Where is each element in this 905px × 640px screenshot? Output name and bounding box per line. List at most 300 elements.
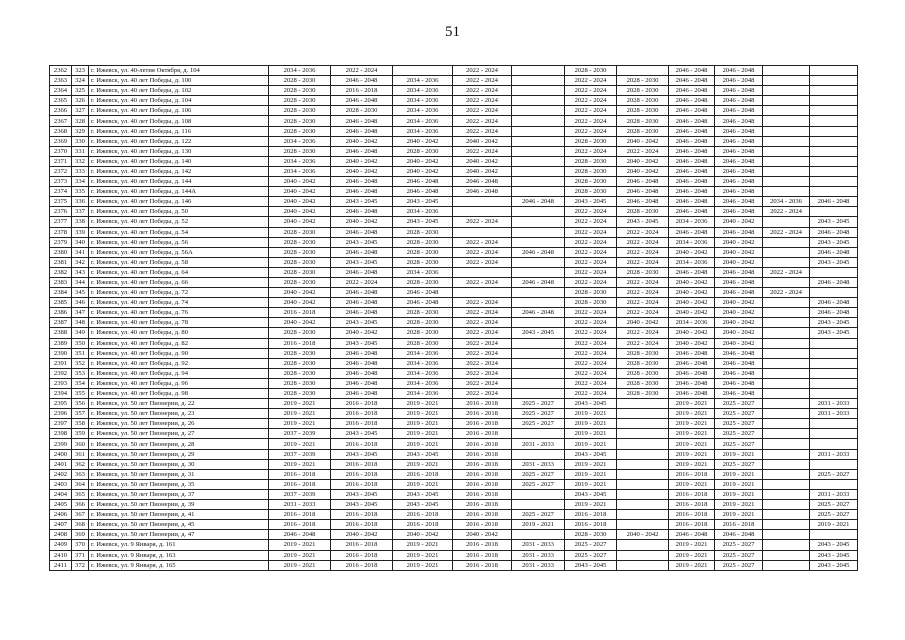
period-cell	[763, 277, 810, 287]
period-cell	[763, 409, 810, 419]
period-cell: 2028 - 2030	[269, 348, 331, 358]
period-cell: 2040 - 2042	[269, 288, 331, 298]
period-cell: 2028 - 2030	[565, 288, 617, 298]
address-cell: г. Ижевск, ул. 40 лет Победы, д. 72	[89, 288, 269, 298]
period-cell: 2046 - 2048	[810, 308, 858, 318]
period-cell: 2019 - 2021	[669, 399, 715, 409]
period-cell: 2025 - 2027	[512, 469, 565, 479]
period-cell: 2040 - 2042	[331, 136, 393, 146]
period-cell: 2046 - 2048	[715, 166, 763, 176]
period-cell: 2046 - 2048	[331, 358, 393, 368]
row-number-cell: 2398	[50, 429, 72, 439]
period-cell: 2016 - 2018	[453, 469, 512, 479]
period-cell: 2043 - 2045	[810, 540, 858, 550]
period-cell: 2028 - 2030	[269, 76, 331, 86]
period-cell	[763, 399, 810, 409]
period-cell	[453, 288, 512, 298]
period-cell: 2043 - 2045	[393, 489, 453, 499]
period-cell: 2019 - 2021	[565, 479, 617, 489]
period-cell: 2046 - 2048	[512, 247, 565, 257]
period-cell: 2028 - 2030	[617, 378, 669, 388]
address-cell: г. Ижевск, ул. 40 лет Победы, д. 122	[89, 136, 269, 146]
period-cell: 2028 - 2030	[269, 126, 331, 136]
item-number-cell: 338	[72, 217, 89, 227]
period-cell: 2040 - 2042	[617, 156, 669, 166]
period-cell	[763, 550, 810, 560]
period-cell: 2028 - 2030	[617, 348, 669, 358]
period-cell: 2019 - 2021	[269, 419, 331, 429]
period-cell: 2040 - 2042	[669, 288, 715, 298]
period-cell: 2019 - 2021	[393, 540, 453, 550]
period-cell: 2022 - 2024	[453, 328, 512, 338]
table-row	[50, 66, 858, 76]
period-cell: 2034 - 2036	[763, 197, 810, 207]
row-number-cell: 2390	[50, 348, 72, 358]
period-cell: 2028 - 2030	[617, 76, 669, 86]
period-cell	[763, 86, 810, 96]
period-cell	[512, 298, 565, 308]
table-row	[50, 469, 858, 479]
period-cell: 2019 - 2021	[393, 479, 453, 489]
row-number-cell: 2364	[50, 86, 72, 96]
item-number-cell: 330	[72, 136, 89, 146]
period-cell: 2022 - 2024	[565, 126, 617, 136]
address-cell: г. Ижевск, ул. 40 лет Победы, д. 80	[89, 328, 269, 338]
row-number-cell: 2394	[50, 389, 72, 399]
period-cell: 2025 - 2027	[810, 500, 858, 510]
address-cell: г. Ижевск, ул. 40 лет Победы, д. 144А	[89, 187, 269, 197]
period-cell: 2028 - 2030	[269, 378, 331, 388]
period-cell: 2034 - 2036	[393, 207, 453, 217]
period-cell	[453, 227, 512, 237]
item-number-cell: 332	[72, 156, 89, 166]
period-cell: 2019 - 2021	[565, 419, 617, 429]
period-cell: 2046 - 2048	[810, 298, 858, 308]
row-number-cell: 2384	[50, 288, 72, 298]
period-cell: 2040 - 2042	[669, 338, 715, 348]
table-row	[50, 247, 858, 257]
page-number: 51	[445, 24, 460, 40]
address-cell: г. Ижевск, ул. 40 лет Победы, д. 66	[89, 277, 269, 287]
period-cell	[453, 267, 512, 277]
period-cell: 2034 - 2036	[393, 96, 453, 106]
period-cell: 2034 - 2036	[393, 116, 453, 126]
period-cell: 2034 - 2036	[393, 378, 453, 388]
address-cell: г. Ижевск, ул. 50 лет Пионерии, д. 27	[89, 429, 269, 439]
address-cell: г. Ижевск, ул. 50 лет Пионерии, д. 30	[89, 459, 269, 469]
period-cell: 2028 - 2030	[269, 247, 331, 257]
period-cell	[763, 217, 810, 227]
address-cell: г. Ижевск, ул. 40 лет Победы, д. 144	[89, 177, 269, 187]
row-number-cell: 2396	[50, 409, 72, 419]
period-cell	[810, 136, 858, 146]
period-cell	[763, 298, 810, 308]
period-cell	[512, 368, 565, 378]
period-cell: 2031 - 2033	[810, 399, 858, 409]
period-cell	[810, 146, 858, 156]
period-cell: 2028 - 2030	[393, 257, 453, 267]
period-cell: 2046 - 2048	[669, 76, 715, 86]
period-cell	[512, 227, 565, 237]
period-cell	[617, 500, 669, 510]
period-cell	[617, 479, 669, 489]
period-cell: 2016 - 2018	[393, 520, 453, 530]
item-number-cell: 355	[72, 389, 89, 399]
row-number-cell: 2376	[50, 207, 72, 217]
row-number-cell: 2399	[50, 439, 72, 449]
period-cell: 2022 - 2024	[565, 308, 617, 318]
address-cell: г. Ижевск, ул. 40 лет Победы, д. 108	[89, 116, 269, 126]
row-number-cell: 2400	[50, 449, 72, 459]
period-cell: 2043 - 2045	[331, 489, 393, 499]
period-cell: 2019 - 2021	[669, 550, 715, 560]
period-cell: 2037 - 2039	[269, 429, 331, 439]
row-number-cell: 2393	[50, 378, 72, 388]
address-cell: г. Ижевск, ул. 40 лет Победы, д. 82	[89, 338, 269, 348]
period-cell	[810, 166, 858, 176]
period-cell	[763, 489, 810, 499]
period-cell: 2028 - 2030	[617, 86, 669, 96]
period-cell: 2019 - 2021	[810, 520, 858, 530]
period-cell	[810, 96, 858, 106]
table-row	[50, 187, 858, 197]
period-cell: 2016 - 2018	[669, 510, 715, 520]
period-cell: 2028 - 2030	[565, 66, 617, 76]
period-cell: 2028 - 2030	[393, 338, 453, 348]
table-row	[50, 318, 858, 328]
period-cell: 2046 - 2048	[715, 530, 763, 540]
table-row	[50, 510, 858, 520]
period-cell	[512, 86, 565, 96]
period-cell: 2025 - 2027	[715, 429, 763, 439]
period-cell	[763, 389, 810, 399]
period-cell: 2019 - 2021	[669, 409, 715, 419]
period-cell	[617, 520, 669, 530]
row-number-cell: 2395	[50, 399, 72, 409]
period-cell: 2022 - 2024	[565, 237, 617, 247]
period-cell	[512, 500, 565, 510]
table-row	[50, 267, 858, 277]
period-cell: 2043 - 2045	[810, 550, 858, 560]
table-row	[50, 520, 858, 530]
item-number-cell: 363	[72, 469, 89, 479]
period-cell: 2022 - 2024	[331, 66, 393, 76]
item-number-cell: 333	[72, 166, 89, 176]
period-cell: 2025 - 2027	[512, 479, 565, 489]
period-cell: 2040 - 2042	[393, 530, 453, 540]
period-cell	[763, 66, 810, 76]
period-cell: 2034 - 2036	[669, 237, 715, 247]
period-cell: 2022 - 2024	[453, 277, 512, 287]
period-cell: 2028 - 2030	[565, 187, 617, 197]
item-number-cell: 350	[72, 338, 89, 348]
period-cell: 2046 - 2048	[669, 197, 715, 207]
period-cell: 2040 - 2042	[617, 136, 669, 146]
period-cell: 2040 - 2042	[393, 166, 453, 176]
period-cell	[617, 399, 669, 409]
item-number-cell: 327	[72, 106, 89, 116]
period-cell: 2019 - 2021	[393, 439, 453, 449]
period-cell: 2022 - 2024	[617, 338, 669, 348]
period-cell	[617, 489, 669, 499]
period-cell: 2019 - 2021	[393, 429, 453, 439]
period-cell: 2034 - 2036	[669, 318, 715, 328]
period-cell: 2034 - 2036	[393, 126, 453, 136]
period-cell: 2028 - 2030	[269, 368, 331, 378]
period-cell: 2046 - 2048	[669, 177, 715, 187]
table-row	[50, 489, 858, 499]
table-row	[50, 439, 858, 449]
period-cell: 2019 - 2021	[393, 560, 453, 570]
row-number-cell: 2388	[50, 328, 72, 338]
period-cell: 2028 - 2030	[269, 358, 331, 368]
table-row	[50, 560, 858, 570]
period-cell: 2040 - 2042	[715, 298, 763, 308]
period-cell: 2046 - 2048	[669, 207, 715, 217]
row-number-cell: 2366	[50, 106, 72, 116]
period-cell	[393, 66, 453, 76]
item-number-cell: 357	[72, 409, 89, 419]
period-cell: 2046 - 2048	[512, 197, 565, 207]
address-cell: г. Ижевск, ул. 50 лет Пионерии, д. 45	[89, 520, 269, 530]
period-cell: 2043 - 2045	[393, 197, 453, 207]
item-number-cell: 337	[72, 207, 89, 217]
period-cell: 2046 - 2048	[269, 530, 331, 540]
period-cell: 2046 - 2048	[669, 368, 715, 378]
period-cell: 2022 - 2024	[565, 116, 617, 126]
period-cell: 2022 - 2024	[453, 76, 512, 86]
item-number-cell: 348	[72, 318, 89, 328]
period-cell: 2043 - 2045	[810, 328, 858, 338]
period-cell: 2016 - 2018	[453, 560, 512, 570]
period-cell: 2019 - 2021	[669, 429, 715, 439]
period-cell: 2022 - 2024	[453, 378, 512, 388]
item-number-cell: 344	[72, 277, 89, 287]
period-cell	[810, 106, 858, 116]
schedule-table	[49, 65, 858, 571]
period-cell: 2022 - 2024	[763, 288, 810, 298]
period-cell: 2022 - 2024	[453, 257, 512, 267]
period-cell: 2022 - 2024	[453, 389, 512, 399]
period-cell: 2034 - 2036	[269, 66, 331, 76]
period-cell: 2046 - 2048	[669, 66, 715, 76]
period-cell: 2040 - 2042	[269, 177, 331, 187]
item-number-cell: 345	[72, 288, 89, 298]
period-cell: 2016 - 2018	[331, 510, 393, 520]
period-cell: 2022 - 2024	[453, 247, 512, 257]
period-cell: 2022 - 2024	[453, 217, 512, 227]
row-number-cell: 2401	[50, 459, 72, 469]
period-cell: 2046 - 2048	[331, 76, 393, 86]
period-cell	[512, 116, 565, 126]
period-cell: 2019 - 2021	[715, 479, 763, 489]
period-cell	[763, 116, 810, 126]
period-cell: 2034 - 2036	[393, 267, 453, 277]
period-cell: 2040 - 2042	[269, 318, 331, 328]
period-cell: 2028 - 2030	[565, 530, 617, 540]
period-cell	[810, 156, 858, 166]
period-cell: 2046 - 2048	[715, 368, 763, 378]
period-cell: 2046 - 2048	[669, 348, 715, 358]
period-cell: 2025 - 2027	[715, 409, 763, 419]
period-cell: 2022 - 2024	[565, 328, 617, 338]
period-cell: 2019 - 2021	[715, 510, 763, 520]
period-cell: 2022 - 2024	[763, 207, 810, 217]
period-cell: 2022 - 2024	[565, 247, 617, 257]
period-cell: 2028 - 2030	[617, 96, 669, 106]
period-cell: 2016 - 2018	[269, 510, 331, 520]
period-cell	[763, 479, 810, 489]
period-cell: 2043 - 2045	[393, 449, 453, 459]
row-number-cell: 2362	[50, 66, 72, 76]
period-cell: 2028 - 2030	[617, 389, 669, 399]
period-cell: 2046 - 2048	[669, 106, 715, 116]
period-cell: 2028 - 2030	[269, 277, 331, 287]
period-cell: 2019 - 2021	[269, 459, 331, 469]
period-cell: 2040 - 2042	[453, 136, 512, 146]
address-cell: г. Ижевск, ул. 40 лет Победы, д. 106	[89, 106, 269, 116]
period-cell: 2019 - 2021	[715, 500, 763, 510]
row-number-cell: 2371	[50, 156, 72, 166]
period-cell: 2046 - 2048	[617, 187, 669, 197]
period-cell: 2016 - 2018	[269, 308, 331, 318]
period-cell: 2019 - 2021	[669, 479, 715, 489]
period-cell: 2043 - 2045	[565, 560, 617, 570]
period-cell	[617, 469, 669, 479]
period-cell: 2016 - 2018	[453, 399, 512, 409]
period-cell: 2040 - 2042	[715, 318, 763, 328]
period-cell: 2043 - 2045	[331, 429, 393, 439]
period-cell: 2043 - 2045	[810, 237, 858, 247]
period-cell	[512, 126, 565, 136]
period-cell	[810, 429, 858, 439]
period-cell: 2028 - 2030	[617, 368, 669, 378]
period-cell: 2016 - 2018	[565, 520, 617, 530]
period-cell: 2022 - 2024	[617, 288, 669, 298]
period-cell: 2037 - 2039	[269, 449, 331, 459]
period-cell: 2043 - 2045	[810, 560, 858, 570]
table-row	[50, 207, 858, 217]
period-cell: 2016 - 2018	[331, 419, 393, 429]
period-cell	[617, 449, 669, 459]
item-number-cell: 356	[72, 399, 89, 409]
period-cell: 2046 - 2048	[715, 207, 763, 217]
period-cell: 2034 - 2036	[393, 368, 453, 378]
period-cell: 2019 - 2021	[269, 560, 331, 570]
period-cell	[763, 500, 810, 510]
period-cell: 2028 - 2030	[565, 156, 617, 166]
period-cell: 2040 - 2042	[331, 217, 393, 227]
period-cell	[512, 106, 565, 116]
period-cell: 2043 - 2045	[617, 217, 669, 227]
table-row	[50, 479, 858, 489]
period-cell: 2016 - 2018	[331, 479, 393, 489]
table-row	[50, 550, 858, 560]
period-cell: 2019 - 2021	[669, 560, 715, 570]
period-cell: 2016 - 2018	[453, 459, 512, 469]
period-cell	[512, 429, 565, 439]
period-cell: 2043 - 2045	[393, 217, 453, 227]
row-number-cell: 2389	[50, 338, 72, 348]
period-cell: 2046 - 2048	[715, 227, 763, 237]
period-cell	[512, 257, 565, 267]
item-number-cell: 334	[72, 177, 89, 187]
table-row	[50, 126, 858, 136]
item-number-cell: 354	[72, 378, 89, 388]
address-cell: г. Ижевск, ул. 9 Января, д. 161	[89, 540, 269, 550]
period-cell: 2019 - 2021	[565, 409, 617, 419]
period-cell: 2031 - 2033	[512, 560, 565, 570]
period-cell: 2016 - 2018	[331, 409, 393, 419]
row-number-cell: 2406	[50, 510, 72, 520]
period-cell: 2016 - 2018	[331, 439, 393, 449]
period-cell: 2022 - 2024	[565, 318, 617, 328]
address-cell: г. Ижевск, ул. 40 лет Победы, д. 102	[89, 86, 269, 96]
period-cell: 2028 - 2030	[269, 389, 331, 399]
period-cell: 2022 - 2024	[565, 86, 617, 96]
address-cell: г. Ижевск, ул. 50 лет Пионерии, д. 28	[89, 439, 269, 449]
period-cell: 2043 - 2045	[331, 237, 393, 247]
period-cell: 2019 - 2021	[669, 439, 715, 449]
period-cell	[810, 177, 858, 187]
period-cell: 2025 - 2027	[715, 399, 763, 409]
period-cell: 2046 - 2048	[715, 126, 763, 136]
period-cell	[617, 560, 669, 570]
item-number-cell: 341	[72, 247, 89, 257]
period-cell: 2022 - 2024	[565, 257, 617, 267]
period-cell: 2040 - 2042	[669, 328, 715, 338]
period-cell	[512, 237, 565, 247]
period-cell: 2019 - 2021	[269, 409, 331, 419]
period-cell: 2040 - 2042	[269, 298, 331, 308]
table-row	[50, 76, 858, 86]
table-row	[50, 298, 858, 308]
row-number-cell: 2368	[50, 126, 72, 136]
item-number-cell: 351	[72, 348, 89, 358]
period-cell	[810, 530, 858, 540]
table-row	[50, 338, 858, 348]
period-cell: 2046 - 2048	[331, 207, 393, 217]
period-cell	[763, 257, 810, 267]
period-cell	[617, 409, 669, 419]
period-cell: 2022 - 2024	[453, 86, 512, 96]
period-cell: 2022 - 2024	[565, 106, 617, 116]
period-cell	[512, 378, 565, 388]
table-row	[50, 257, 858, 267]
period-cell: 2043 - 2045	[331, 318, 393, 328]
period-cell: 2019 - 2021	[715, 469, 763, 479]
period-cell: 2016 - 2018	[669, 500, 715, 510]
item-number-cell: 358	[72, 419, 89, 429]
row-number-cell: 2405	[50, 500, 72, 510]
period-cell: 2028 - 2030	[393, 247, 453, 257]
period-cell: 2016 - 2018	[715, 520, 763, 530]
table-row	[50, 419, 858, 429]
period-cell	[763, 510, 810, 520]
period-cell	[617, 550, 669, 560]
period-cell: 2022 - 2024	[617, 257, 669, 267]
period-cell: 2025 - 2027	[810, 510, 858, 520]
row-number-cell: 2365	[50, 96, 72, 106]
table-row	[50, 348, 858, 358]
period-cell	[512, 136, 565, 146]
period-cell	[512, 207, 565, 217]
table-row	[50, 166, 858, 176]
period-cell: 2043 - 2045	[331, 449, 393, 459]
period-cell: 2022 - 2024	[565, 267, 617, 277]
period-cell: 2040 - 2042	[331, 156, 393, 166]
period-cell: 2028 - 2030	[617, 126, 669, 136]
